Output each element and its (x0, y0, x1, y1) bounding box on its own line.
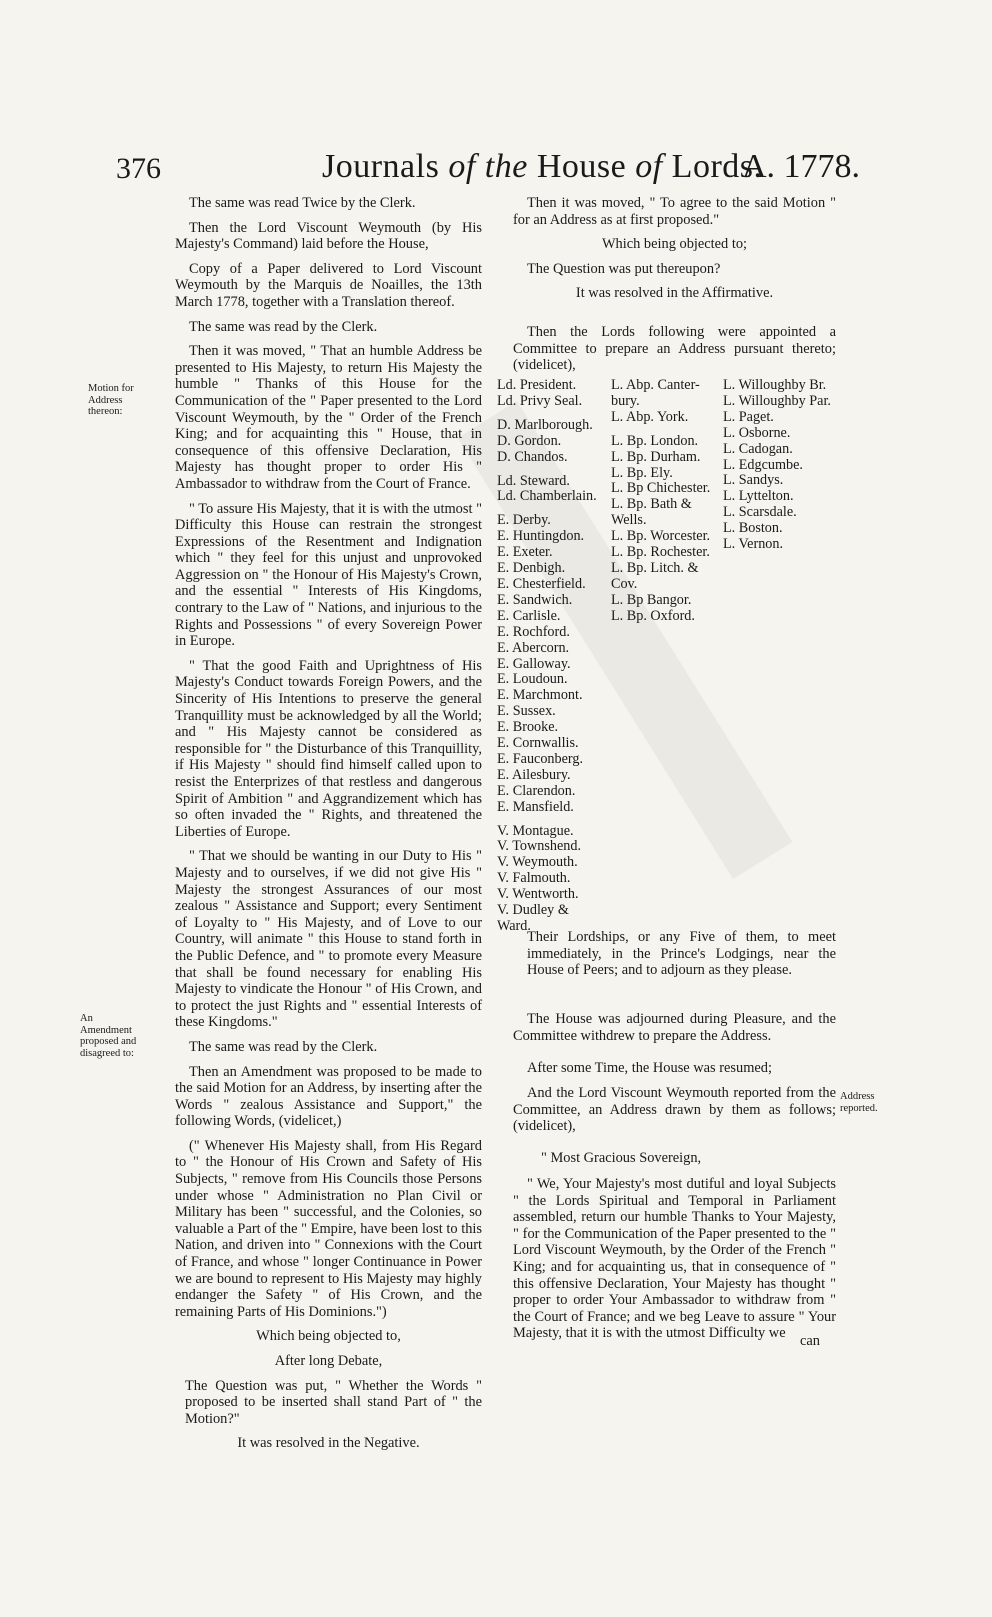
lord-entry: L. Bp Bangor. (611, 591, 692, 608)
paragraph: (" Whenever His Majesty shall, from His Regard to " the Honour of His Crown and Safety of His Subjects, " remove from His Councils those Persons under whose " Administration no Plan Civil or Military has been " successful, and the Colonies, so valuable a Part of the " Empire, have been lost to this Nation, and driven into " Connexions with the Court of France, and whose " longer Continuance in Power we are bound to represent to His Majesty may highly endanger the Safety " of His Crown, and the remaining Parts of His Dominions.") (175, 1137, 482, 1320)
paragraph: " That we should be wanting in our Duty to His " Majesty and to ourselves, if we did not give His " Majesty the strongest Assurances of our most zealous " Assistance and Support; every Sentiment of Loyalty to " His Majesty, and of Love to our Country, will animate " this House to stand forth in the Public Defence, and " to promote every Measure that shall be found necessary for enabling His Majesty to vindicate the Honour " of His Crown, and to protect the just Rights and " essential Interests of these Kingdoms." (175, 848, 482, 1031)
lord-entry: E. Loudoun. (497, 671, 568, 688)
lord-entry: L. Boston. (723, 520, 783, 537)
paragraph: The Question was put, " Whether the Words " proposed to be inserted shall stand Part of " the Motion?" (185, 1377, 482, 1427)
lord-entry: E. Abercorn. (497, 639, 570, 656)
lord-entry: D. Marlborough. (497, 416, 593, 433)
lord-entry: E. Clarendon. (497, 782, 576, 799)
lord-entry: E. Fauconberg. (497, 750, 584, 767)
paragraph: The same was read by the Clerk. (189, 1038, 378, 1055)
lord-entry: V. Falmouth. (497, 870, 571, 887)
margin-note: An Amendment proposed and disagreed to: (80, 1013, 137, 1059)
paragraph: After long Debate, (274, 1353, 383, 1369)
lord-entry: E. Mansfield. (497, 798, 574, 815)
paragraph: Their Lordships, or any Five of them, to meet immediately, in the Prince's Lodgings, near the House of Peers; and to adjourn as they please. (527, 929, 836, 979)
lord-entry: bury. (611, 392, 640, 409)
lord-entry: L. Bp Chichester. (611, 480, 711, 497)
paragraph: And the Lord Viscount Weymouth reported from the Committee, an Address drawn by them as follows; (videlicet), (513, 1085, 836, 1135)
page-title: Journals of the House of Lords. (322, 148, 763, 185)
lord-entry: L. Willoughby Par. (723, 392, 831, 409)
paragraph: " We, Your Majesty's most dutiful and loyal Subjects " the Lords Spiritual and Temporal in Parliament assembled, return our humble Thanks to Your Majesty, " for the Communication of the Paper presented to the " Lord Viscount Weymouth, by the Order of the French " King; and for acquainting us, that in consequence of " this offensive Declaration, Your Majesty has thought " proper to order Your Ambassador to withdraw from " the Court of France; and we beg Leave to assure " Your Majesty, that it is with the utmost Difficulty we (513, 1176, 836, 1342)
lord-entry: E. Brooke. (497, 719, 559, 736)
paragraph: Then an Amendment was proposed to be made to the said Motion for an Address, by inserting after the Words " zealous Assistance and Support," the following Words, (videlicet,) (175, 1063, 482, 1130)
lord-entry: Ld. Privy Seal. (497, 392, 583, 409)
lord-entry: Ward. (497, 918, 531, 934)
catchword: can (800, 1333, 820, 1349)
paragraph: The House was adjourned during Pleasure, and the Committee withdrew to prepare the Address. (513, 1011, 836, 1044)
lord-entry: D. Chandos. (497, 448, 568, 465)
paragraph: Then it was moved, " To agree to the said Motion " for an Address as at first proposed." (513, 195, 836, 228)
page-number: 376 (116, 152, 161, 185)
lord-entry: L. Abp. York. (611, 408, 689, 425)
paragraph: Copy of a Paper delivered to Lord Viscount Weymouth by the Marquis de Noailles, the 13th March 1778, together with a Translation thereof. (175, 260, 482, 310)
margin-note: Motion for Address thereon: (88, 383, 134, 417)
paragraph: " To assure His Majesty, that it is with the utmost " Difficulty this House can restrain the strongest Expressions of the Resentment and Indignation which " they feel for this unjust and unprovoked Aggression on " the Honour of His Majesty's Crown, and the essential " Interests of His Kingdoms, contrary to the Law of " Nations, and injurious to the Rights and Possessions " of every Sovereign Power in Europe. (175, 500, 482, 650)
paragraph: Then the Lords following were appointed a Committee to prepare an Address pursuant thereto; (videlicet), (513, 323, 836, 374)
lord-entry: D. Gordon. (497, 432, 562, 449)
paragraph: Then it was moved, " That an humble Address be presented to His Majesty, to return His Majesty the humble " Thanks of this House for the Communication of the " Paper presented to the Lord Viscount Weymouth, by the " Order of the French King; and for acquainting this " House, that in consequence of this offensive Declaration, His Majesty has thought proper to order His " Ambassador to withdraw from the Court of France. (175, 343, 482, 492)
lord-entry: E. Cornwallis. (497, 735, 579, 752)
lord-entry: Ld. Chamberlain. (497, 488, 597, 505)
lord-entry: E. Carlisle. (497, 607, 561, 624)
running-header (0, 148, 992, 188)
lord-entry: L. Vernon. (723, 536, 784, 553)
lord-entry: E. Sussex. (497, 703, 556, 720)
paragraph: It was resolved in the Negative. (237, 1435, 420, 1452)
paragraph: The Question was put thereupon? (527, 260, 721, 277)
paragraph: It was resolved in the Affirmative. (575, 285, 774, 302)
lord-entry: L. Scarsdale. (723, 504, 797, 521)
lord-entry: Cov. (611, 575, 638, 592)
lord-entry: E. Huntingdon. (497, 528, 585, 545)
lord-entry: V. Townshend. (497, 838, 582, 855)
lord-entry: L. Bp. Ely. (611, 464, 673, 481)
lord-entry: L. Bp. Oxford. (611, 607, 695, 624)
lord-entry: Ld. Steward. (497, 472, 570, 489)
lord-entry: E. Marchmont. (497, 687, 583, 704)
lord-entry: L. Paget. (723, 408, 774, 425)
right-column-top (513, 195, 836, 382)
lord-entry: L. Bp. Litch. & (611, 559, 699, 576)
lord-entry: E. Denbigh. (497, 560, 566, 577)
margin-note: Address reported. (840, 1091, 878, 1114)
lord-entry: E. Sandwich. (497, 591, 573, 608)
lord-entry: V. Montague. (497, 822, 574, 839)
lord-entry: L. Bp. Worcester. (611, 528, 711, 545)
lords-list-col3 (723, 378, 831, 553)
paragraph: " Most Gracious Sovereign, (541, 1150, 702, 1166)
lords-list-col2 (611, 378, 710, 625)
lord-entry: L. Bp. Bath & (611, 496, 692, 513)
paragraph: Which being objected to, (256, 1328, 401, 1345)
lord-entry: Wells. (611, 512, 647, 529)
lord-entry: E. Ailesbury. (497, 766, 571, 783)
year: A. 1778. (742, 148, 861, 185)
paragraph: Then the Lord Viscount Weymouth (by His Majesty's Command) laid before the House, (175, 219, 482, 253)
paragraph: The same was read by the Clerk. (189, 318, 378, 335)
lord-entry: E. Exeter. (497, 544, 553, 561)
lord-entry: E. Galloway. (497, 655, 571, 672)
lord-entry: L. Cadogan. (723, 440, 793, 457)
paragraph: " That the good Faith and Uprightness of His Majesty's Conduct towards Foreign Powers, and the Sincerity of His Intentions to preserve the general Tranquillity must be acknowledged by all the World; and " His Majesty cannot be considered as responsible for " the Disturbance of this Tranquillity, if His Majesty " should find himself called upon to resist the Enterprizes of that restless and dangerous Spirit of Ambition " and Aggrandizement which has so often invaded the " Rights, and threatened the Liberties of Europe. (175, 657, 482, 840)
lord-entry: L. Willoughby Br. (723, 377, 827, 393)
lord-entry: L. Bp. Rochester. (611, 544, 710, 561)
lord-entry: Ld. President. (497, 377, 577, 393)
lord-entry: L. Abp. Canter- (611, 377, 700, 393)
lord-entry: E. Derby. (497, 512, 551, 529)
lord-entry: L. Sandys. (723, 472, 784, 489)
lord-entry: V. Dudley & (497, 902, 569, 919)
lord-entry: E. Rochford. (497, 623, 570, 640)
lord-entry: V. Weymouth. (497, 854, 578, 871)
lord-entry: E. Chesterfield. (497, 575, 586, 592)
lord-entry: L. Bp. Durham. (611, 448, 701, 465)
lord-entry: L. Lyttelton. (723, 488, 794, 505)
paragraph: The same was read Twice by the Clerk. (189, 195, 416, 211)
left-column (175, 195, 482, 1460)
lord-entry: L. Osborne. (723, 424, 791, 441)
lord-entry: V. Wentworth. (497, 886, 579, 903)
lord-entry: L. Edgcumbe. (723, 456, 803, 473)
lord-entry: L. Bp. London. (611, 432, 699, 449)
lords-list-col1 (497, 378, 597, 935)
paragraph: Which being objected to; (601, 236, 748, 253)
paragraph: After some Time, the House was resumed; (527, 1060, 773, 1076)
